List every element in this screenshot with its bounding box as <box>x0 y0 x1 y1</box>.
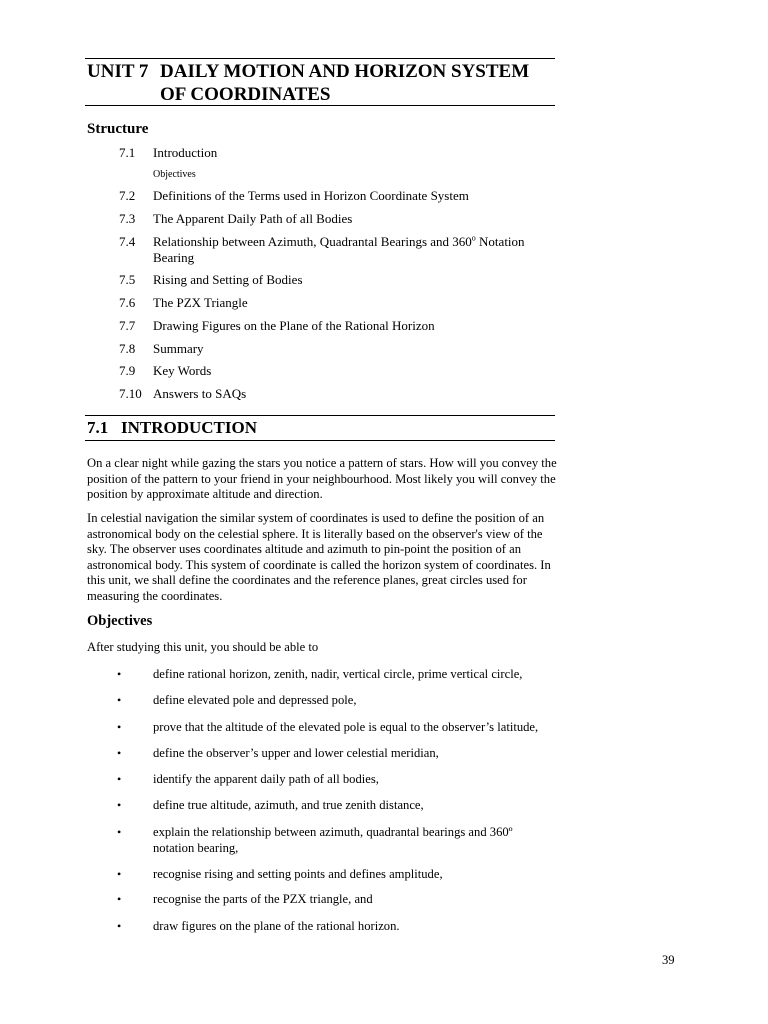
intro-top-rule <box>85 415 555 416</box>
structure-item-number: 7.5 <box>119 272 136 287</box>
objective-text: define rational horizon, zenith, nadir, vertical circle, prime vertical circle, <box>153 667 523 681</box>
bullet-icon: • <box>117 798 122 812</box>
objective-text: recognise the parts of the PZX triangle, and <box>153 892 373 906</box>
structure-item-number: 7.8 <box>119 341 136 356</box>
structure-item-label <box>153 234 528 266</box>
objectives-heading: Objectives <box>87 613 153 629</box>
objective-text: define true altitude, azimuth, and true zenith distance, <box>153 798 424 812</box>
objective-text: define elevated pole and depressed pole, <box>153 693 357 707</box>
intro-bottom-rule <box>85 440 555 441</box>
structure-item-number: 7.7 <box>119 318 136 333</box>
bullet-icon: • <box>117 772 122 786</box>
structure-item-number: 7.6 <box>119 295 136 310</box>
structure-item-number: 7.4 <box>119 234 136 249</box>
objective-text: recognise rising and setting points and defines amplitude, <box>153 867 443 881</box>
structure-item-label: Rising and Setting of Bodies <box>153 272 303 287</box>
structure-heading: Structure <box>87 121 149 137</box>
bullet-icon: • <box>117 693 122 707</box>
structure-item-number: 7.3 <box>119 211 136 226</box>
bullet-icon: • <box>117 667 122 681</box>
structure-item-number: 7.9 <box>119 363 136 378</box>
objectives-lead: After studying this unit, you should be able to <box>87 640 319 654</box>
title-top-rule <box>85 58 555 59</box>
page-number: 39 <box>662 953 675 967</box>
objective-text: prove that the altitude of the elevated pole is equal to the observer’s latitude, <box>153 720 539 734</box>
structure-item-label: Key Words <box>153 363 212 378</box>
structure-item-number: 7.10 <box>119 386 142 401</box>
structure-item-number: 7.1 <box>119 145 136 160</box>
objective-text: identify the apparent daily path of all bodies, <box>153 772 379 786</box>
objective-text: explain the relationship between azimuth, quadrantal bearings and 360º notation bearing, <box>153 825 513 855</box>
bullet-icon: • <box>117 720 122 734</box>
bullet-icon: • <box>117 825 122 839</box>
structure-item-label: Summary <box>153 341 204 356</box>
objective-text: draw figures on the plane of the rational horizon. <box>153 919 400 933</box>
structure-item-label: Definitions of the Terms used in Horizon Coordinate System <box>153 188 469 203</box>
structure-item-label-part: Relationship between Azimuth, Quadrantal Bearings and 360 <box>153 234 472 249</box>
objective-text: define the observer’s upper and lower celestial meridian, <box>153 746 439 760</box>
intro-paragraph: On a clear night while gazing the stars you notice a pattern of stars. How will you convey the position of the pattern to your friend in your neighbourhood. Most likely you will convey the position by approximate altitude and direction. <box>87 456 557 502</box>
intro-paragraph: In celestial navigation the similar system of coordinates is used to define the position of an astronomical body on the celestial sphere. It is literally based on the observer's view of the sky. The observer uses coordinates altitude and azimuth to pin-point the position of an astronomical body. This system of coordinate is called the horizon system of coordinates. In this unit, we shall define the coordinates and the reference planes, great circles used for measuring the coordinates. <box>87 511 551 603</box>
title-bottom-rule <box>85 105 555 106</box>
structure-item-number: 7.2 <box>119 188 136 203</box>
bullet-icon: • <box>117 746 122 760</box>
structure-item-label: The PZX Triangle <box>153 295 248 310</box>
bullet-icon: • <box>117 919 122 933</box>
structure-item-label: Answers to SAQs <box>153 386 247 401</box>
bullet-icon: • <box>117 892 122 906</box>
structure-subitem-label: Objectives <box>153 169 196 180</box>
structure-item-label: Introduction <box>153 145 218 160</box>
structure-item-label-part: Notation Bearing <box>153 234 525 265</box>
structure-item-label: Drawing Figures on the Plane of the Rational Horizon <box>153 318 435 333</box>
degree-superscript: o <box>471 233 476 243</box>
unit-number: UNIT 7 <box>87 61 149 82</box>
structure-item-label: The Apparent Daily Path of all Bodies <box>153 211 353 226</box>
bullet-icon: • <box>117 867 122 881</box>
introduction-heading: 7.1 INTRODUCTION <box>87 418 258 437</box>
unit-title-text: DAILY MOTION AND HORIZON SYSTEM OF COORDINATES <box>160 61 530 105</box>
